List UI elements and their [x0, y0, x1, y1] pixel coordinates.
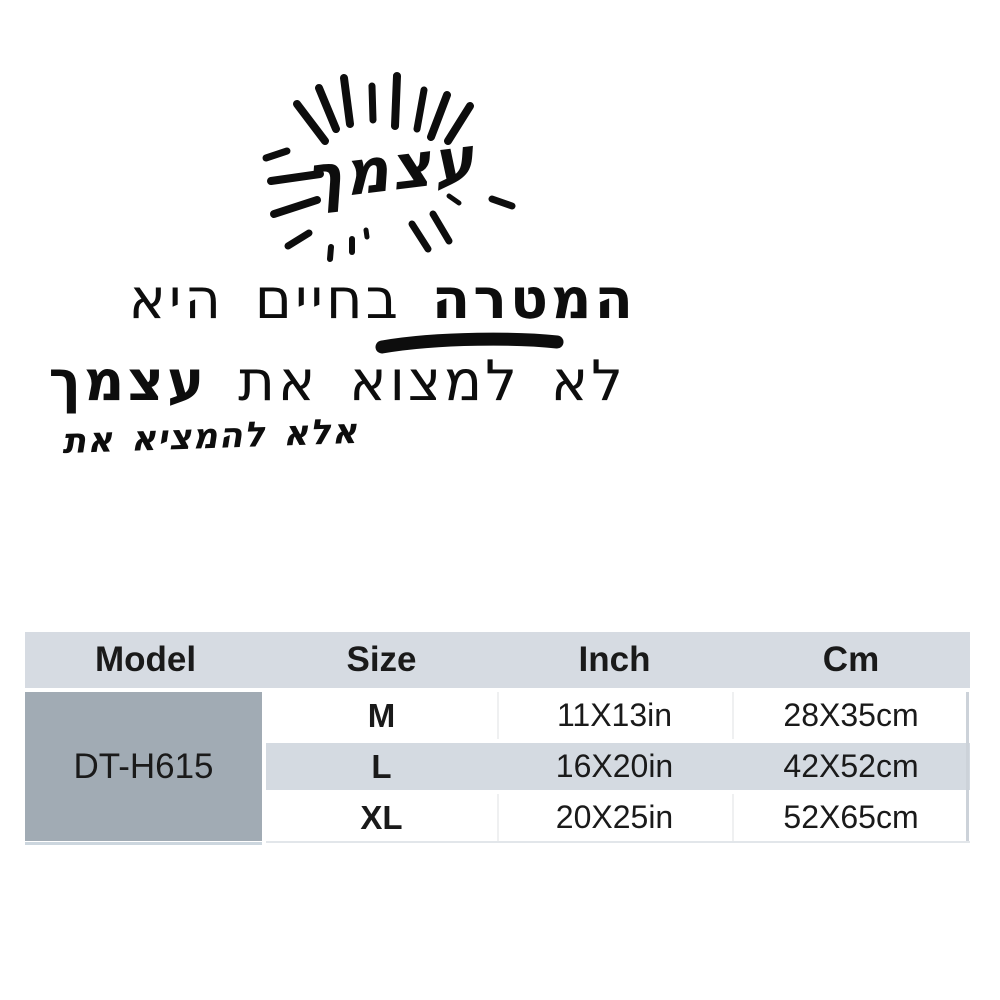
cell-inch-xl: 20X25in: [497, 794, 732, 841]
cell-inch-l: 16X20in: [555, 748, 674, 784]
cell-cm-m: 28X35cm: [732, 692, 970, 739]
quote-line1-rest: בחיים היא: [128, 267, 401, 332]
table-bottom-edge-rows: [266, 841, 970, 843]
quote-line-3: אלא להמציא את: [61, 411, 359, 463]
cell-cm-xl: 52X65cm: [732, 794, 970, 841]
burst-word: עצמך: [301, 121, 480, 216]
size-table-header-row: [25, 632, 970, 688]
cell-inch-m: 11X13in: [497, 692, 732, 739]
quote-line2-rest: לא למצוא את: [238, 349, 626, 414]
quote-line-1: [128, 267, 636, 332]
cell-cm-l: 42X52cm: [783, 748, 919, 784]
table-row-l: [266, 743, 970, 790]
cell-size-xl: XL: [360, 798, 403, 836]
hand-underline: [382, 339, 557, 347]
size-rows: [266, 692, 970, 841]
header-model: Model: [94, 640, 197, 679]
table-right-edge: [966, 692, 969, 841]
cell-size-l: L: [371, 747, 392, 785]
quote-line1-highlight: המטרה: [431, 267, 636, 332]
size-table-body: [25, 692, 970, 841]
table-row-m: [266, 692, 970, 739]
quote-line2-highlight: עצמך: [48, 349, 208, 414]
model-cell: DT-H615: [25, 692, 262, 841]
cell-size-m: M: [367, 696, 396, 734]
table-bottom-edge-model: [25, 842, 262, 845]
table-row-xl: [266, 794, 970, 841]
header-inch: Inch: [578, 640, 651, 679]
quote-line-2: [48, 349, 626, 414]
size-table: [25, 632, 970, 841]
header-cm: Cm: [822, 640, 880, 679]
header-size: Size: [346, 640, 417, 679]
